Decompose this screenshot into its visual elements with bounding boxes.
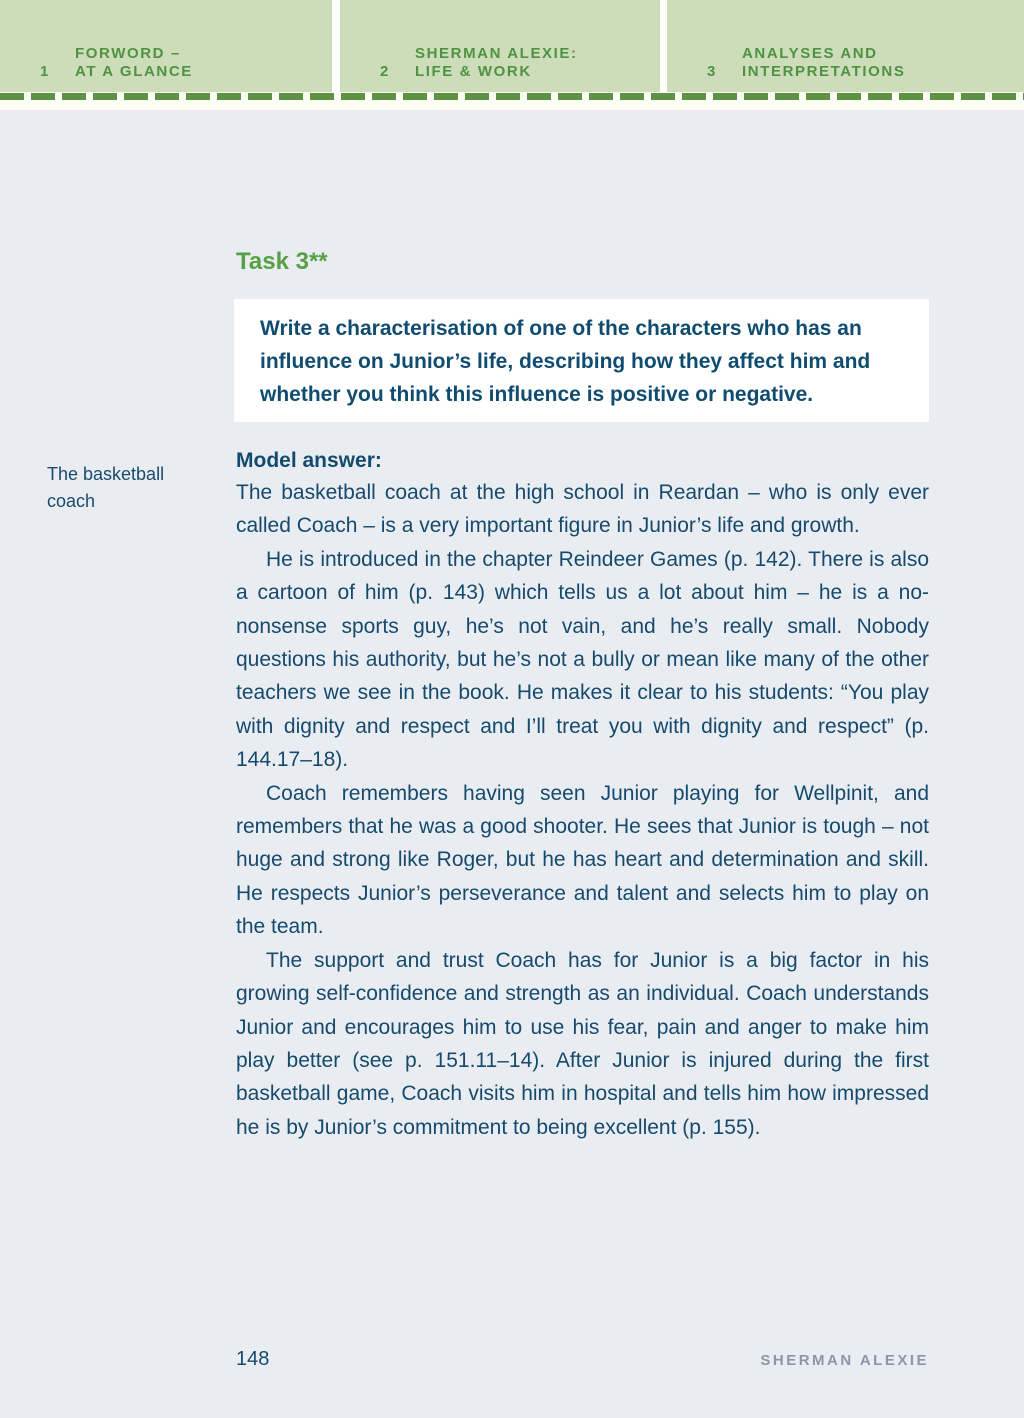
tab-chapter-1-label-line1: FORWORD –	[75, 45, 181, 62]
tab-chapter-1-label	[75, 45, 193, 81]
tab-chapter-2-label-line2: LIFE & WORK	[415, 63, 532, 80]
tab-chapter-3-label	[742, 45, 905, 81]
tab-chapter-3-label-line1: ANALYSES AND	[742, 45, 878, 62]
header-divider-strip	[0, 92, 1024, 110]
tab-chapter-1-label-line2: AT A GLANCE	[75, 63, 193, 80]
tab-chapter-3	[667, 0, 1024, 92]
tab-chapter-1-number: 1	[40, 63, 50, 80]
tab-chapter-2-label	[415, 45, 578, 81]
answer-paragraph: He is introduced in the chapter Reindeer Games (p. 142). There is also a cartoon of him (p. 143) which tells us a lot about him – he is a no-nonsense sports guy, he’s not vain, and he’s really small. Nobody questions his authority, but he’s not a bully or mean like many of the other teachers we see in the book. He makes it clear to his students: “You play with dignity and respect and I’ll treat you with dignity and respect” (p. 144.17–18).	[236, 547, 929, 772]
answer-paragraph: The basketball coach at the high school in Reardan – who is only ever called Coach – is a very important figure in Junior’s life and growth.	[236, 481, 929, 538]
tab-chapter-3-number: 3	[707, 63, 717, 80]
task-box	[234, 299, 929, 422]
page-content	[0, 110, 1024, 1418]
dashed-divider	[0, 93, 1024, 100]
running-title: SHERMAN ALEXIE	[760, 1352, 929, 1369]
tab-chapter-2-label-line1: SHERMAN ALEXIE:	[415, 45, 578, 62]
answer-paragraph: Coach remembers having seen Junior playing for Wellpinit, and remembers that he was a good shooter. He sees that Junior is tough – not huge and strong like Roger, but he has heart and determination and skill. He respects Junior’s perseverance and talent and selects him to play on the team.	[236, 781, 929, 939]
model-answer-heading: Model answer:	[236, 449, 382, 472]
page-number: 148	[236, 1348, 270, 1370]
task-heading: Task 3**	[236, 248, 328, 275]
tab-chapter-2	[340, 0, 660, 92]
tab-chapter-1	[0, 0, 332, 92]
margin-note: The basketball coach	[47, 464, 165, 511]
page-footer	[236, 1348, 929, 1371]
model-answer-section	[0, 422, 1024, 1144]
chapter-tabs-header	[0, 0, 1024, 92]
task-prompt-text: Write a characterisation of one of the characters who has an influence on Junior’s life, describing how they affect him and whether you think this influence is positive or negative.	[260, 317, 871, 406]
tab-chapter-2-number: 2	[380, 63, 390, 80]
model-answer-column	[236, 422, 929, 1144]
tab-chapter-3-label-line2: INTERPRETATIONS	[742, 63, 906, 80]
answer-paragraph: The support and trust Coach has for Junior is a big factor in his growing self-confidence and strength as an individual. Coach understands Junior and encourages him to use his fear, pain and anger to make him play better (see p. 151.11–14). After Junior is injured during the first basketball game, Coach visits him in hospital and tells him how impressed he is by Junior’s commitment to being excellent (p. 155).	[236, 948, 929, 1139]
